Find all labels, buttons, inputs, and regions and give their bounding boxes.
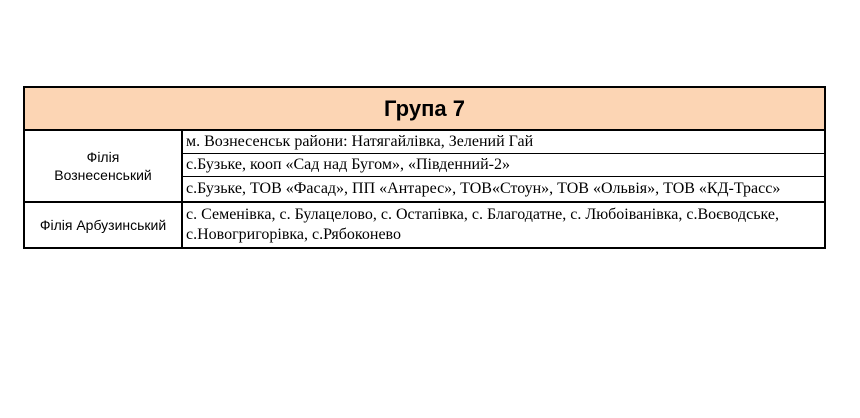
area-cell: с. Семенівка, с. Булацелово, с. Остапівка, с. Благодатне, с. Любоіванівка, с.Воєводське, с.Новогригорівка, с.Рябоконево	[186, 206, 780, 243]
branch-name-cell: Філія Арбузинський	[25, 203, 183, 247]
group-table	[23, 86, 826, 249]
branch-areas	[183, 131, 824, 201]
branch-row-voznesenskyi	[25, 131, 824, 201]
branch-areas	[183, 203, 824, 247]
branch-name-cell	[25, 131, 183, 201]
area-cell: с.Бузьке, ТОВ «Фасад», ПП «Антарес», ТОВ«Стоун», ТОВ «Ольвія», ТОВ «КД-Трасс»	[183, 176, 824, 201]
area-cell: с.Бузьке, кооп «Сад над Бугом», «Південний-2»	[183, 153, 824, 176]
branch-name-line: Філія	[86, 149, 120, 165]
group-title: Група 7	[25, 88, 824, 131]
branch-name-line: Вознесенський	[54, 167, 152, 183]
area-cell: м. Вознесенськ райони: Натягайлівка, Зелений Гай	[186, 133, 534, 150]
branch-row-arbuzynskyi	[25, 201, 824, 247]
